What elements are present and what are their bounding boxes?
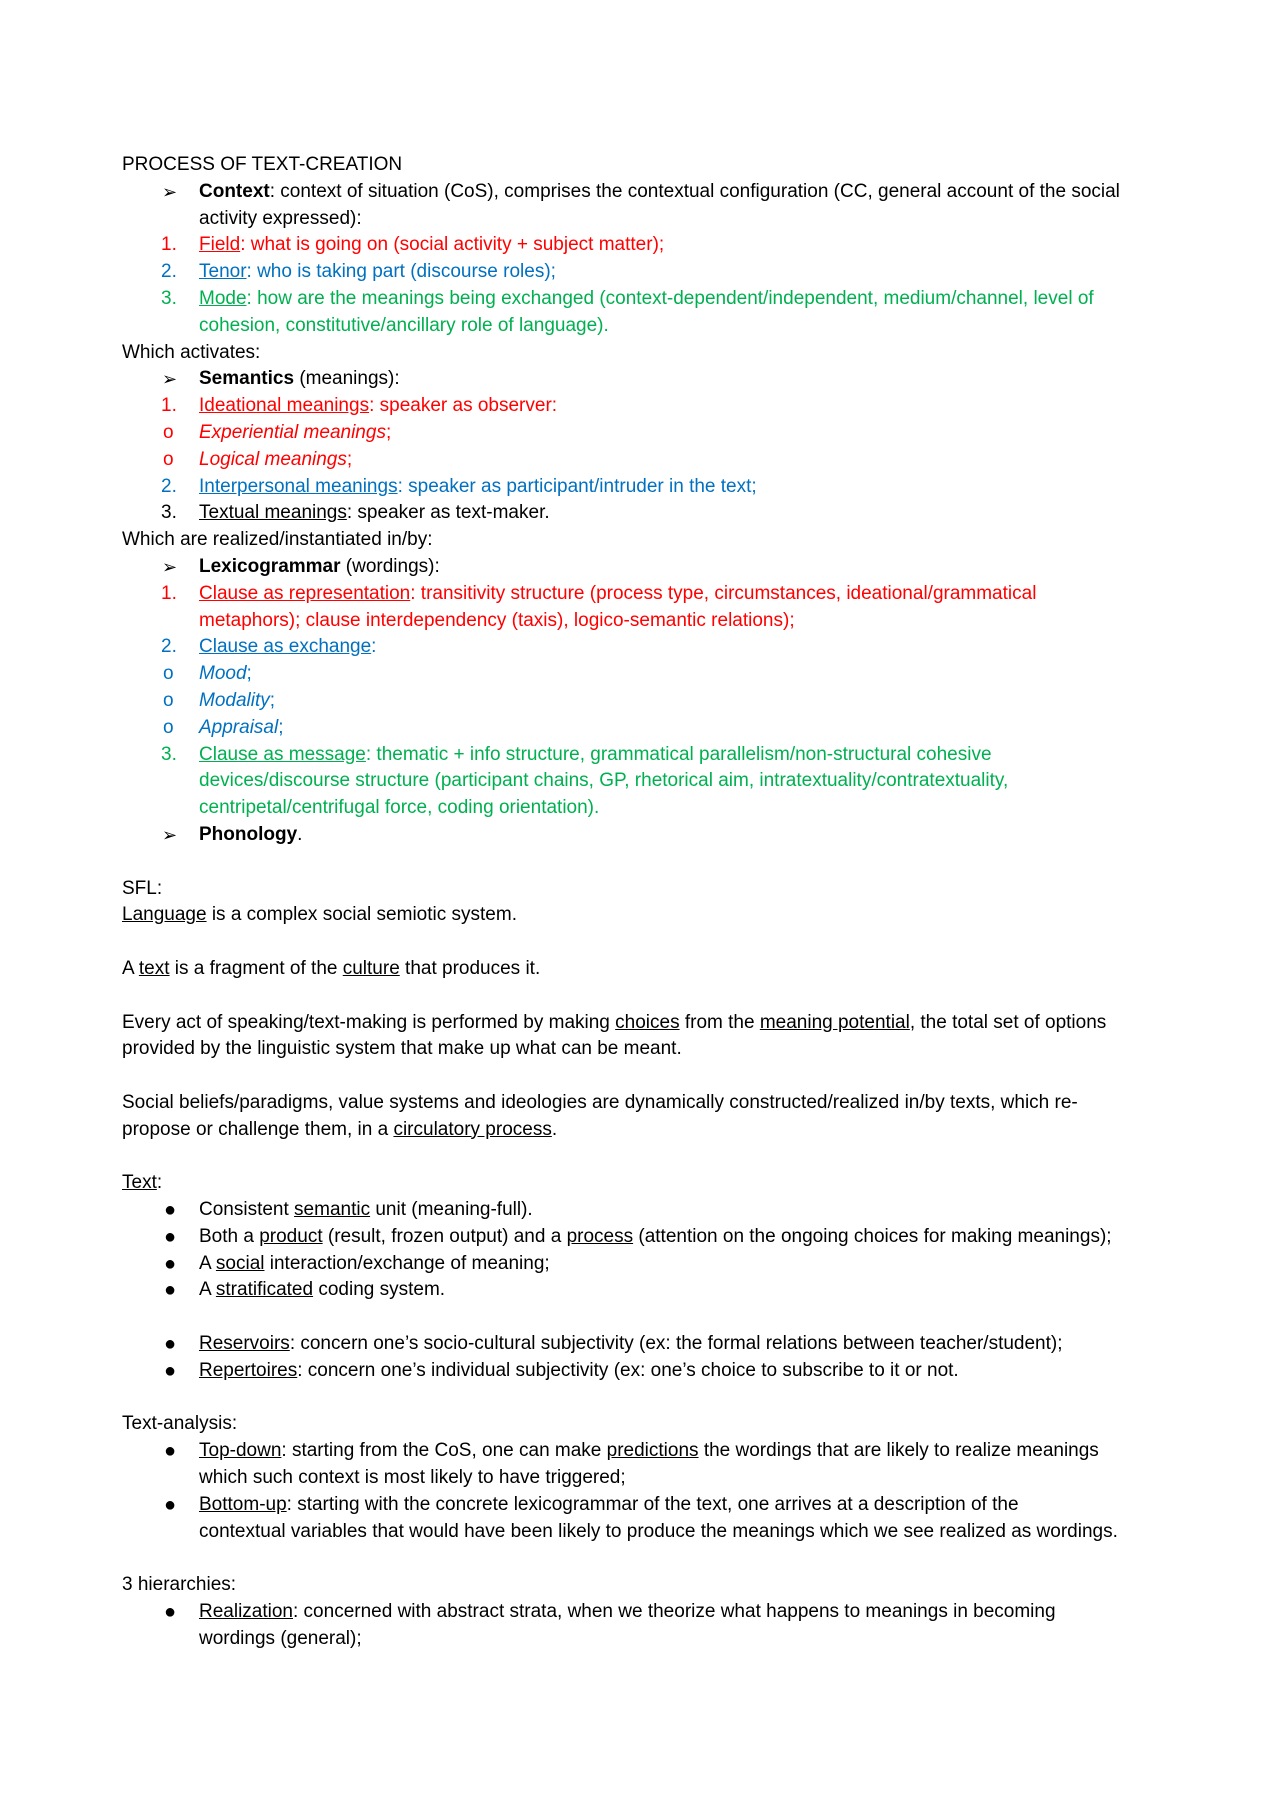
list-item-modality: o Modality; xyxy=(122,688,1172,715)
number-marker: 3. xyxy=(161,743,177,765)
list-item-mood: o Mood; xyxy=(122,661,1172,688)
number-marker: 1. xyxy=(161,582,177,604)
document-page xyxy=(122,152,1172,1653)
list-item-context: ➢ Context: context of situation (CoS), comprises the contextual configuration (CC, general account of the social xyxy=(122,179,1172,206)
list-item-realization: ● Realization: concerned with abstract strata, when we theorize what happens to meanings in becoming xyxy=(122,1599,1172,1626)
list-item-mode-cont: cohesion, constitutive/ancillary role of language). xyxy=(199,314,609,336)
list-item-textual: 3. Textual meanings: speaker as text-maker. xyxy=(122,500,1172,527)
number-marker: 3. xyxy=(161,287,177,309)
arrow-bullet-icon: ➢ xyxy=(162,824,178,845)
paragraph-sfl-label: SFL: xyxy=(122,877,163,899)
list-item-representation-cont: metaphors); clause interdependency (taxis), logico-semantic relations); xyxy=(199,609,795,631)
number-marker: 2. xyxy=(161,261,177,283)
list-item-context-cont: activity expressed): xyxy=(199,207,362,229)
list-item-message-cont: devices/discourse structure (participant chains, GP, rhetorical aim, intratextuality/contratextuality, xyxy=(199,770,1009,792)
list-item-exchange: 2. Clause as exchange: xyxy=(122,634,1172,661)
list-item-top-down-cont: which such context is most likely to have triggered; xyxy=(199,1467,626,1489)
paragraph-analysis-label: Text-analysis: xyxy=(122,1413,238,1435)
disc-bullet-icon: ● xyxy=(164,1440,177,1463)
number-marker: 3. xyxy=(161,502,177,524)
disc-bullet-icon: ● xyxy=(164,1493,177,1516)
list-item-representation: 1. Clause as representation: transitivity structure (process type, circumstances, ideational/grammatical xyxy=(122,581,1172,608)
number-marker: 2. xyxy=(161,475,177,497)
list-item-interpersonal: 2. Interpersonal meanings: speaker as participant/intruder in the text; xyxy=(122,474,1172,501)
section-title: PROCESS OF TEXT-CREATION xyxy=(122,154,403,175)
number-marker: 2. xyxy=(161,636,177,658)
paragraph-text-label: Text: xyxy=(122,1172,163,1194)
paragraph-choices-cont: provided by the linguistic system that make up what can be meant. xyxy=(122,1038,682,1060)
circle-bullet-icon: o xyxy=(163,663,174,685)
list-item-logical: o Logical meanings; xyxy=(122,447,1172,474)
paragraph-social-beliefs: Social beliefs/paradigms, value systems and ideologies are dynamically constructed/realized in/by texts, which re- xyxy=(122,1091,1078,1113)
list-item-tenor: 2. Tenor: who is taking part (discourse roles); xyxy=(122,259,1172,286)
disc-bullet-icon: ● xyxy=(164,1359,177,1382)
circle-bullet-icon: o xyxy=(163,421,174,443)
disc-bullet-icon: ● xyxy=(164,1601,177,1624)
list-item-top-down: ● Top-down: starting from the CoS, one can make predictions the wordings that are likely to realize meanings xyxy=(122,1438,1172,1465)
circle-bullet-icon: o xyxy=(163,448,174,470)
disc-bullet-icon: ● xyxy=(164,1333,177,1356)
number-marker: 1. xyxy=(161,234,177,256)
disc-bullet-icon: ● xyxy=(164,1252,177,1275)
list-item-product-process: ● Both a product (result, frozen output) and a process (attention on the ongoing choices for making meanings); xyxy=(122,1224,1172,1251)
list-item-experiential: o Experiential meanings; xyxy=(122,420,1172,447)
list-item-reservoirs: ● Reservoirs: concern one’s socio-cultural subjectivity (ex: the formal relations between teacher/student); xyxy=(122,1331,1172,1358)
disc-bullet-icon: ● xyxy=(164,1279,177,1302)
list-item-semantics: ➢ Semantics (meanings): xyxy=(122,366,1172,393)
list-item-message-cont: centripetal/centrifugal force, coding orientation). xyxy=(199,797,600,819)
list-item-bottom-up-cont: contextual variables that would have been likely to produce the meanings which we see realized as wordings. xyxy=(199,1520,1118,1542)
list-item-stratificated: ● A stratificated coding system. xyxy=(122,1277,1172,1304)
circle-bullet-icon: o xyxy=(163,716,174,738)
disc-bullet-icon: ● xyxy=(164,1225,177,1248)
paragraph-choices: Every act of speaking/text-making is performed by making choices from the meaning potential, the total set of options xyxy=(122,1011,1107,1033)
list-item-appraisal: o Appraisal; xyxy=(122,715,1172,742)
arrow-bullet-icon: ➢ xyxy=(162,369,178,390)
paragraph-which-realized: Which are realized/instantiated in/by: xyxy=(122,529,433,551)
circle-bullet-icon: o xyxy=(163,689,174,711)
arrow-bullet-icon: ➢ xyxy=(162,181,178,202)
list-item-social: ● A social interaction/exchange of meaning; xyxy=(122,1251,1172,1278)
list-item-mode: 3. Mode: how are the meanings being exchanged (context-dependent/independent, medium/channel, level of xyxy=(122,286,1172,313)
list-item-lexicogrammar: ➢ Lexicogrammar (wordings): xyxy=(122,554,1172,581)
number-marker: 1. xyxy=(161,395,177,417)
paragraph-hierarchies-label: 3 hierarchies: xyxy=(122,1574,237,1596)
arrow-bullet-icon: ➢ xyxy=(162,556,178,577)
disc-bullet-icon: ● xyxy=(164,1199,177,1222)
list-item-repertoires: ● Repertoires: concern one’s individual subjectivity (ex: one’s choice to subscribe to it or not. xyxy=(122,1358,1172,1385)
paragraph-which-activates: Which activates: xyxy=(122,341,261,363)
paragraph-language: Language is a complex social semiotic system. xyxy=(122,904,517,926)
list-item-ideational: 1. Ideational meanings: speaker as observer: xyxy=(122,393,1172,420)
list-item-realization-cont: wordings (general); xyxy=(199,1627,362,1649)
list-item-bottom-up: ● Bottom-up: starting with the concrete lexicogrammar of the text, one arrives at a description of the xyxy=(122,1492,1172,1519)
paragraph-social-beliefs-cont: propose or challenge them, in a circulatory process. xyxy=(122,1118,558,1140)
paragraph-text-culture: A text is a fragment of the culture that produces it. xyxy=(122,957,541,979)
list-item-field: 1. Field: what is going on (social activity + subject matter); xyxy=(122,232,1172,259)
list-item-semantic-unit: ● Consistent semantic unit (meaning-full). xyxy=(122,1197,1172,1224)
list-item-message: 3. Clause as message: thematic + info structure, grammatical parallelism/non-structural cohesive xyxy=(122,742,1172,769)
list-item-phonology: ➢ Phonology. xyxy=(122,822,1172,849)
